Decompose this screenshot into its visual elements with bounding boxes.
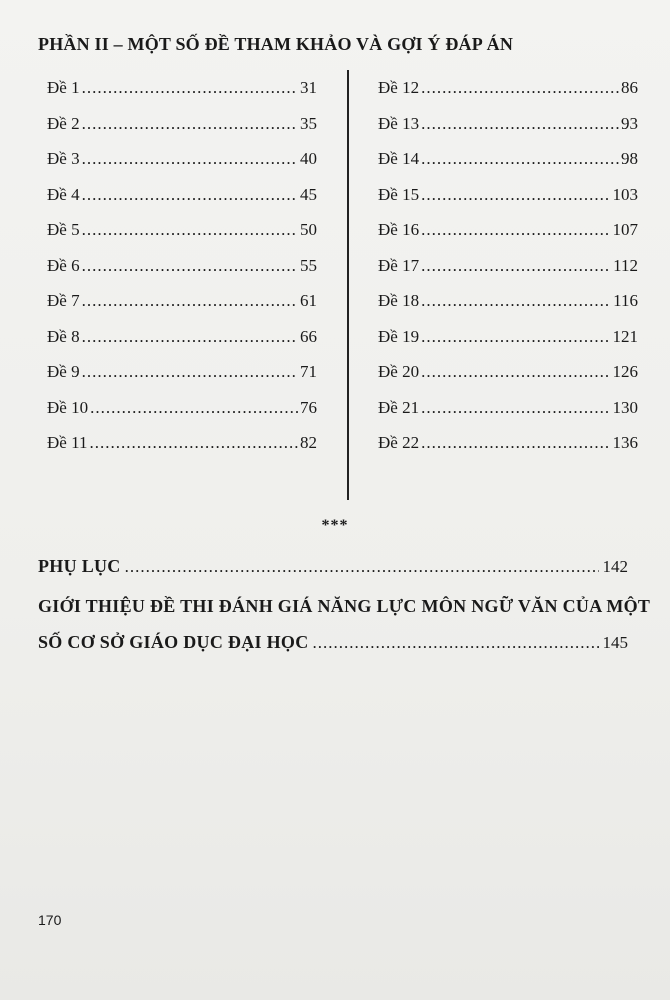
intro-entry xyxy=(38,632,628,653)
dot-leader xyxy=(421,220,610,240)
toc-entry-page: 130 xyxy=(612,397,638,417)
toc-entry-page: 50 xyxy=(300,220,317,239)
toc-entry-label: Đề 12 xyxy=(378,78,420,97)
toc-entry xyxy=(47,362,317,398)
toc-entry-page: 116 xyxy=(613,291,638,310)
toc-right-column xyxy=(378,78,638,469)
toc-entry-label: Đề 19 xyxy=(378,326,420,346)
toc-entry xyxy=(47,149,317,185)
appendix-title: PHỤ LỤC xyxy=(38,556,121,576)
dot-leader xyxy=(82,78,298,98)
toc-entry-label: Đề 16 xyxy=(378,220,420,239)
intro-title-line1: GIỚI THIỆU ĐỀ THI ĐÁNH GIÁ NĂNG LỰC MÔN NGỮ VĂN CỦA MỘT xyxy=(38,596,651,616)
toc-entry-page: 35 xyxy=(300,113,317,133)
toc-entry-label: Đề 21 xyxy=(378,397,420,417)
toc-entry-page: 71 xyxy=(300,362,317,381)
dot-leader xyxy=(82,185,298,205)
appendix-page: 142 xyxy=(602,557,628,576)
toc-entry xyxy=(47,220,317,256)
dot-leader xyxy=(125,557,599,577)
toc-entry-page: 61 xyxy=(300,291,317,310)
dot-leader xyxy=(421,78,619,98)
toc-entry xyxy=(47,291,317,327)
toc-entry-label: Đề 10 xyxy=(47,397,89,417)
dot-leader xyxy=(82,327,298,347)
toc-entry-label: Đề 15 xyxy=(378,184,420,204)
dot-leader xyxy=(82,149,298,169)
toc-entry xyxy=(378,433,638,469)
toc-entry-page: 98 xyxy=(621,149,638,168)
dot-leader xyxy=(82,114,298,134)
toc-entry-label: Đề 2 xyxy=(47,113,80,133)
toc-entry-label: Đề 6 xyxy=(47,255,80,275)
toc-entry-label: Đề 4 xyxy=(47,184,80,204)
toc-entry-page: 45 xyxy=(300,184,317,204)
toc-entry-page: 82 xyxy=(300,433,317,452)
toc-entry-page: 55 xyxy=(300,255,317,275)
toc-entry-page: 126 xyxy=(612,362,638,381)
dot-leader xyxy=(421,256,611,276)
toc-entry xyxy=(47,433,317,469)
toc-entry xyxy=(378,398,638,434)
section-title: PHẦN II – MỘT SỐ ĐỀ THAM KHẢO VÀ GỢI Ý ĐÁP ÁN xyxy=(38,34,514,54)
dot-leader xyxy=(90,398,298,418)
toc-entry-page: 76 xyxy=(300,397,317,417)
toc-entry-page: 136 xyxy=(612,433,638,452)
toc-entry xyxy=(378,220,638,256)
toc-entry xyxy=(378,78,638,114)
dot-leader xyxy=(82,362,298,382)
intro-title-line2: SỐ CƠ SỞ GIÁO DỤC ĐẠI HỌC xyxy=(38,632,309,652)
appendix-entry xyxy=(38,556,628,577)
dot-leader xyxy=(421,114,619,134)
toc-entry-page: 112 xyxy=(613,255,638,275)
toc-entry xyxy=(47,256,317,292)
toc-entry xyxy=(378,114,638,150)
toc-entry-label: Đề 5 xyxy=(47,220,80,239)
toc-entry-page: 93 xyxy=(621,113,638,133)
dot-leader xyxy=(421,149,619,169)
dot-leader xyxy=(82,291,298,311)
toc-entry xyxy=(47,398,317,434)
toc-entry-label: Đề 13 xyxy=(378,113,420,133)
toc-entry xyxy=(47,185,317,221)
toc-entry-label: Đề 22 xyxy=(378,433,420,452)
dot-leader xyxy=(421,185,610,205)
toc-entry-label: Đề 3 xyxy=(47,149,80,168)
dot-leader xyxy=(421,291,611,311)
dot-leader xyxy=(421,327,610,347)
toc-entry-label: Đề 7 xyxy=(47,291,80,310)
dot-leader xyxy=(421,433,610,453)
toc-entry xyxy=(378,327,638,363)
toc-entry xyxy=(378,291,638,327)
toc-entry-label: Đề 1 xyxy=(47,78,80,97)
toc-entry-page: 86 xyxy=(621,78,638,97)
toc-left-column xyxy=(47,78,317,469)
toc-entry-label: Đề 9 xyxy=(47,362,80,381)
toc-entry xyxy=(378,185,638,221)
toc-entry-label: Đề 14 xyxy=(378,149,420,168)
toc-entry xyxy=(47,78,317,114)
toc-entry-label: Đề 11 xyxy=(47,433,88,452)
toc-entry xyxy=(378,256,638,292)
toc-entry xyxy=(378,149,638,185)
dot-leader xyxy=(421,362,610,382)
dot-leader xyxy=(313,633,599,653)
toc-entry-page: 66 xyxy=(300,326,317,346)
dot-leader xyxy=(82,256,298,276)
dot-leader xyxy=(89,433,298,453)
dot-leader xyxy=(421,398,610,418)
toc-entry-label: Đề 8 xyxy=(47,326,80,346)
dot-leader xyxy=(82,220,298,240)
toc-entry-label: Đề 20 xyxy=(378,362,420,381)
toc-entry-label: Đề 18 xyxy=(378,291,420,310)
toc-entry-page: 40 xyxy=(300,149,317,168)
toc-entry-label: Đề 17 xyxy=(378,255,420,275)
page-number: 170 xyxy=(38,912,62,928)
section-separator: *** xyxy=(321,517,349,534)
toc-entry-page: 121 xyxy=(612,326,638,346)
toc-entry xyxy=(47,114,317,150)
intro-page: 145 xyxy=(602,633,628,652)
column-divider xyxy=(347,70,349,500)
toc-entry-page: 103 xyxy=(612,184,638,204)
toc-entry xyxy=(378,362,638,398)
toc-entry xyxy=(47,327,317,363)
toc-entry-page: 31 xyxy=(300,78,317,97)
toc-entry-page: 107 xyxy=(612,220,638,239)
